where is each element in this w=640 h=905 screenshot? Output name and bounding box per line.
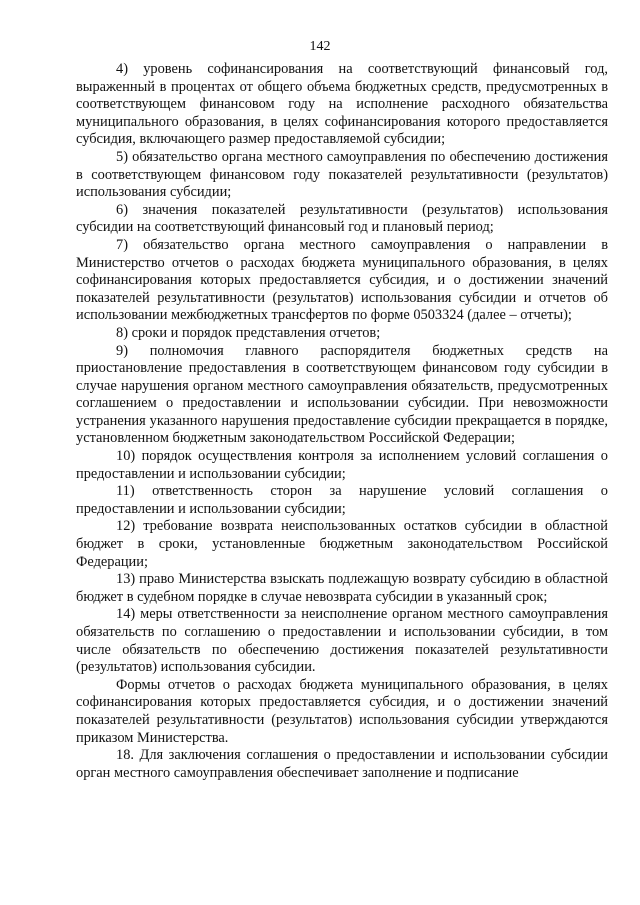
paragraph-item-5: 5) обязательство органа местного самоуправления по обеспечению достижения в соответствующем финансовом году показателей результативности (результатов) использования субсидии; [76,148,608,201]
paragraph-item-10: 10) порядок осуществления контроля за исполнением условий соглашения о предоставлении и использовании субсидии; [76,448,608,482]
paragraph-item-14: 14) меры ответственности за неисполнение органом местного самоуправления обязательств по соглашению о предоставлении и использовании субсидии, в том числе обязательств по обеспечению достижения показателей результативности (результатов) использования субсидии. [76,606,608,676]
paragraph-report-forms: Формы отчетов о расходах бюджета муниципального образования, в целях софинансирования которых предоставляется субсидия, и о достижении значений показателей результативности (результатов) использования субсидии утверждаются приказом Министерства. [76,676,608,746]
paragraph-item-4: 4) уровень софинансирования на соответствующий финансовый год, выраженный в процентах от общего объема бюджетных средств, предусмотренных в соответствующем финансовом году на исполнение расходного обязательства муниципального образования, в целях софинансирования которого предоставляется субсидия, включающего размер предоставляемой субсидии; [76,61,608,148]
paragraph-item-8: 8) сроки и порядок представления отчетов; [116,324,381,341]
paragraph-section-18: 18. Для заключения соглашения о предоставлении и использовании субсидии орган местного самоуправления обеспечивает заполнение и подписание [76,747,608,781]
paragraph-item-12: 12) требование возврата неиспользованных остатков субсидии в областной бюджет в сроки, установленные бюджетным законодательством Российской Федерации; [76,518,608,570]
paragraph-item-13: 13) право Министерства взыскать подлежащую возврату субсидию в областной бюджет в судебном порядке в случае невозврата субсидии в указанный срок; [76,571,608,605]
paragraph-item-11: 11) ответственность сторон за нарушение условий соглашения о предоставлении и использовании субсидии; [76,483,608,517]
paragraph-item-7: 7) обязательство органа местного самоуправления о направлении в Министерство отчетов о расходах бюджета муниципального образования, в целях софинансирования которых предоставляется субсидия, и о достижении значений показателей результативности (результатов) использования субсидии и отчетов об использовании межбюджетных трансфертов по форме 0503324 (далее – отчеты); [76,236,608,324]
paragraph-item-9: 9) полномочия главного распорядителя бюджетных средств на приостановление предоставления в соответствующем финансовом году субсидии в случае нарушения органом местного самоуправления обязательств, предусмотренных соглашением о предоставлении и использовании субсидии. При невозможности устранения указанного нарушения предоставление субсидии прекращается в порядке, установленном бюджетным законодательством Российской Федерации; [76,342,608,447]
body-text [76,61,608,782]
paragraph-item-6: 6) значения показателей результативности (результатов) использования субсидии на соответствующий финансовый год и плановый период; [76,201,608,236]
page-number: 142 [309,39,331,54]
